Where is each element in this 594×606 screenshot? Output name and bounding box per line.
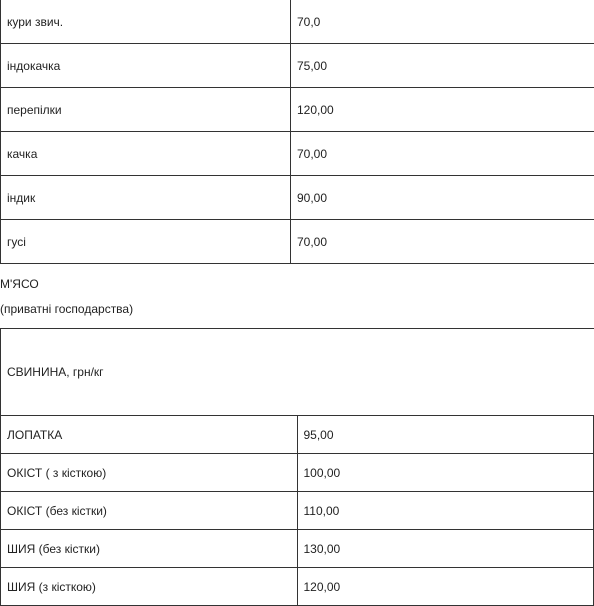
product-name: перепілки: [1, 88, 291, 132]
section-subheading: (приватні господарства): [0, 302, 133, 316]
table-row: [1, 492, 594, 530]
product-price: 110,00: [297, 492, 594, 530]
table-row: [1, 0, 594, 44]
product-price: 70,00: [291, 220, 594, 264]
product-name: ОКІСТ ( з кісткою): [1, 454, 298, 492]
product-price: 120,00: [297, 568, 594, 606]
product-price: 90,00: [291, 176, 594, 220]
product-price: 100,00: [297, 454, 594, 492]
product-name: ЛОПАТКА: [1, 416, 298, 454]
product-name: качка: [1, 132, 291, 176]
product-price: 130,00: [297, 530, 594, 568]
product-name: ОКІСТ (без кістки): [1, 492, 298, 530]
product-name: ШИЯ (з кісткою): [1, 568, 298, 606]
table-row: [1, 88, 594, 132]
table-row: [1, 530, 594, 568]
table-row: [1, 44, 594, 88]
section-heading: М'ЯСО: [0, 277, 39, 291]
table-header: СВИНИНА, грн/кг: [1, 329, 594, 416]
product-name: ШИЯ (без кістки): [1, 530, 298, 568]
product-price: 70,00: [291, 132, 594, 176]
table-row: [1, 454, 594, 492]
table-row: [1, 176, 594, 220]
product-price: 75,00: [291, 44, 594, 88]
product-name: кури звич.: [1, 0, 291, 44]
table-row: [1, 132, 594, 176]
product-name: індокачка: [1, 44, 291, 88]
pork-price-table: [0, 328, 594, 606]
poultry-price-table: [0, 0, 594, 264]
product-price: 120,00: [291, 88, 594, 132]
product-price: 95,00: [297, 416, 594, 454]
table-row: [1, 416, 594, 454]
table-header-row: [1, 329, 594, 416]
table-row: [1, 220, 594, 264]
product-name: індик: [1, 176, 291, 220]
product-name: гусі: [1, 220, 291, 264]
product-price: 70,0: [291, 0, 594, 44]
